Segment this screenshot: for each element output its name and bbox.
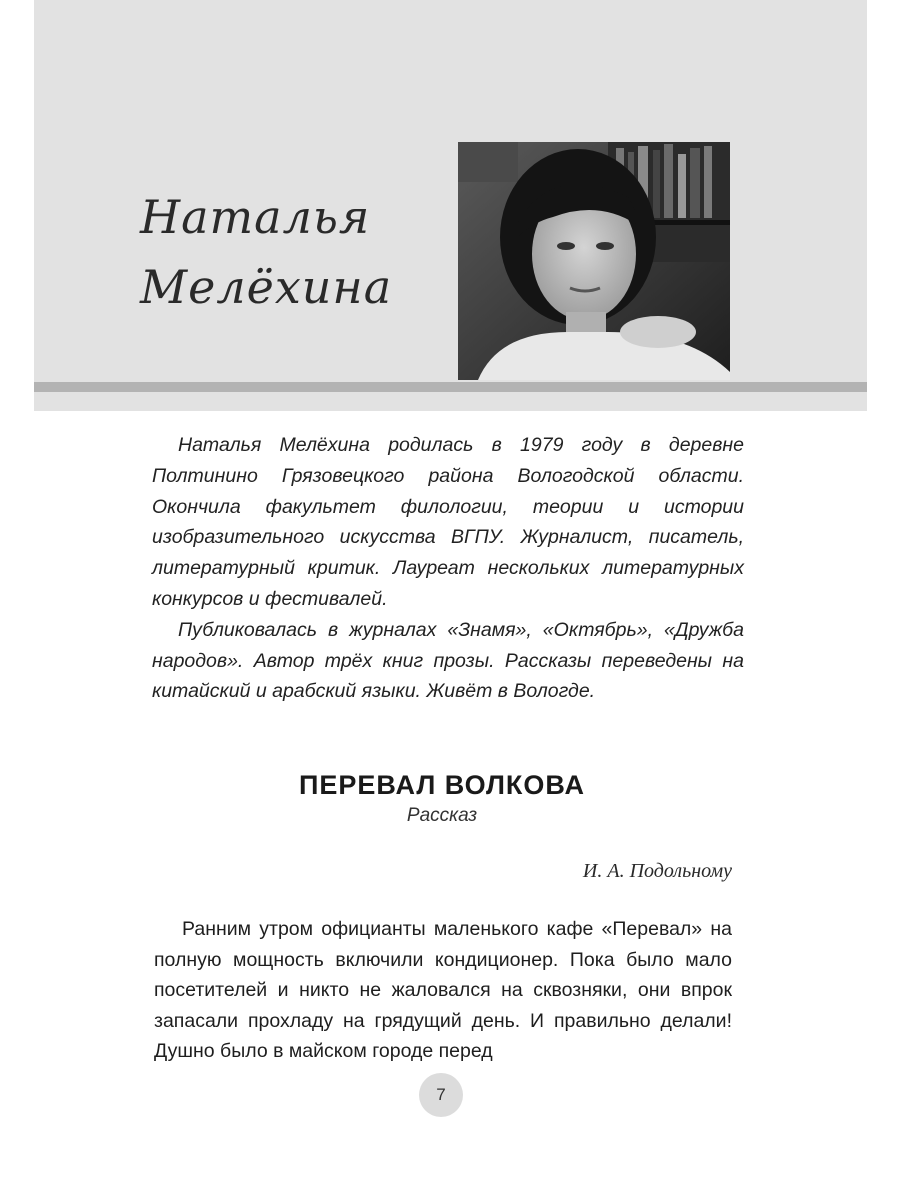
story-body-text: Ранним утром официанты маленького кафе «Перевал» на полную мощность включили кондиционер. Пока было мало посетителей и никто не жаловался на сквозняки, они впрок запасали прохладу на грядущий день. И правильно делали! Душно было в майском городе перед	[154, 918, 732, 1062]
story-title: ПЕРЕВАЛ ВОЛКОВА	[298, 770, 586, 800]
page-number-badge	[419, 1073, 463, 1117]
story-dedication: И. А. Подольному	[582, 860, 732, 882]
author-portrait-photo	[458, 142, 730, 380]
author-name	[140, 182, 440, 322]
story-subtitle: Рассказ	[406, 805, 478, 826]
page-number: 7	[436, 1085, 446, 1104]
header-divider	[34, 382, 867, 392]
author-first-name: Наталья	[140, 190, 371, 244]
bio-paragraph: Наталья Мелёхина родилась в 1979 году в деревне Полтинино Грязовецкого района Вологодской области. Окончила факультет филологии, теории и истории изобразительного искусства ВГПУ. Журналист, писатель, литературный критик. Лауреат нескольких литературных конкурсов и фестивалей.	[152, 434, 744, 610]
author-biography	[152, 430, 744, 707]
portrait-image	[458, 142, 730, 380]
author-last-name: Мелёхина	[140, 260, 393, 314]
bio-paragraph: Публиковалась в журналах «Знамя», «Октябрь», «Дружба народов». Автор трёх книг прозы. Рассказы переведены на китайский и арабский языки. Живёт в Вологде.	[152, 618, 744, 703]
